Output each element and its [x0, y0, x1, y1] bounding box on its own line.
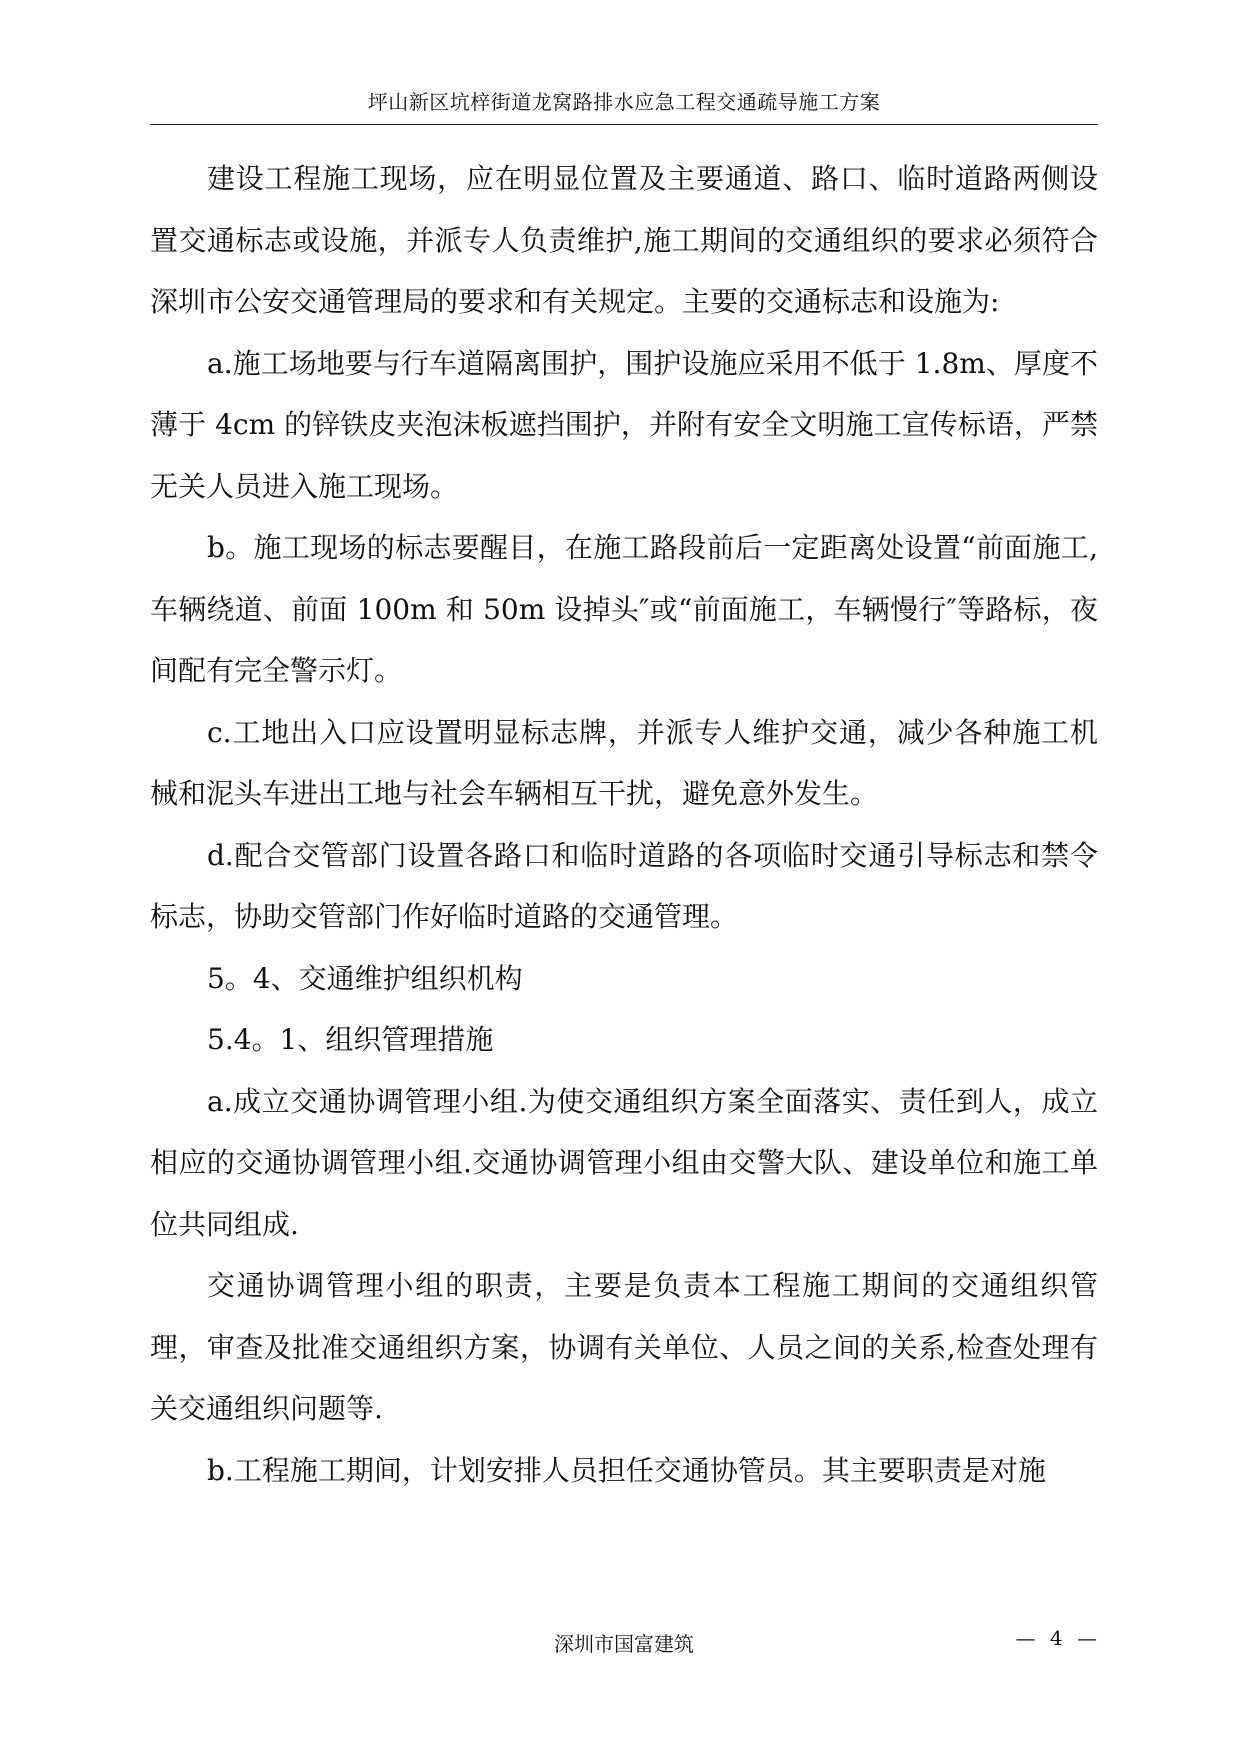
footer-company: 深圳市国富建筑 — [554, 1632, 694, 1656]
paragraph-intro: 建设工程施工现场，应在明显位置及主要通道、路口、临时道路两侧设置交通标志或设施，并派专人负责维护,施工期间的交通组织的要求必须符合深圳市公安交通管理局的要求和有关规定。主要的交通标志和设施为: — [150, 162, 1098, 318]
paragraph-item-d: d.配合交管部门设置各路口和临时道路的各项临时交通引导标志和禁令标志，协助交管部门作好临时道路的交通管理。 — [150, 838, 1098, 933]
paragraph-group-a: a.成立交通协调管理小组.为使交通组织方案全面落实、责任到人，成立相应的交通协调管理小组.交通协调管理小组由交警大队、建设单位和施工单位共同组成. — [150, 1084, 1098, 1241]
paragraph-group-b: b.工程施工期间，计划安排人员担任交通协管员。其主要职责是对施 — [207, 1453, 1046, 1487]
paragraph-item-c: c.工地出入口应设置明显标志牌，并派专人维护交通，减少各种施工机械和泥头车进出工地与社会车辆相互干扰，避免意外发生。 — [150, 715, 1098, 810]
paragraph-item-b: b。施工现场的标志要醒目，在施工路段前后一定距离处设置“前面施工,车辆绕道、前面 100m 和 50m 设掉头″或“前面施工，车辆慢行″等路标，夜间配有完全警示灯。 — [150, 531, 1098, 687]
paragraph-item-a: a.施工场地要与行车道隔离围护，围护设施应采用不低于 1.8m、厚度不薄于 4cm 的锌铁皮夹泡沫板遮挡围护，并附有安全文明施工宣传标语，严禁无关人员进入施工现场。 — [150, 346, 1098, 503]
page-header-title: 坪山新区坑梓街道龙窝路排水应急工程交通疏导施工方案 — [367, 90, 881, 114]
document-body — [150, 148, 1098, 1501]
header-divider — [150, 124, 1098, 125]
paragraph-group-duties: 交通协调管理小组的职责，主要是负责本工程施工期间的交通组织管理，审查及批准交通组织方案，协调有关单位、人员之间的关系,检查处理有关交通组织问题等. — [150, 1269, 1098, 1425]
section-heading-5-4: 5。4、交通维护组织机构 — [207, 961, 523, 995]
page-number: — 4 — — [1015, 1626, 1101, 1650]
section-heading-5-4-1: 5.4。1、组织管理措施 — [207, 1023, 494, 1056]
